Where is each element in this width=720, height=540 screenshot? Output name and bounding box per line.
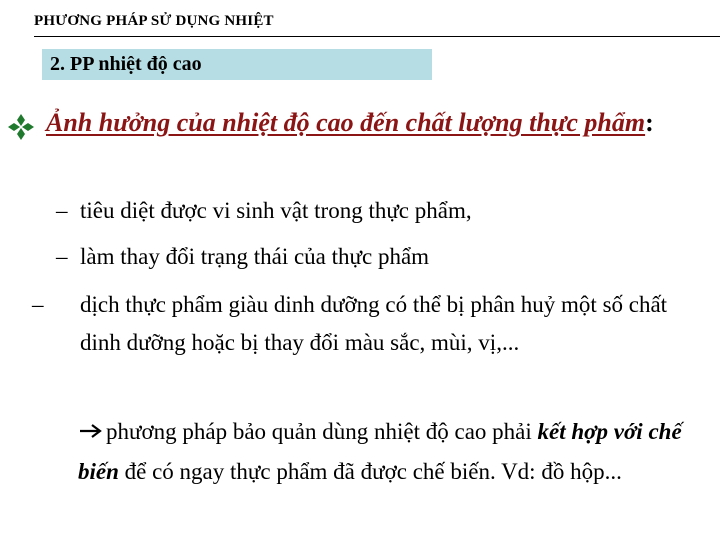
- section-title: PP nhiệt độ cao: [70, 53, 202, 75]
- dash-marker: –: [32, 292, 44, 317]
- arrow-right-icon: [78, 422, 106, 440]
- dash-marker: –: [56, 244, 68, 269]
- list-item: [32, 286, 700, 362]
- main-heading-text: Ảnh hưởng của nhiệt độ cao đến chất lượng thực phẩm: [46, 108, 646, 137]
- list-item-text: làm thay đổi trạng thái của thực phẩm: [80, 244, 430, 269]
- diamond-bullet-icon: [6, 112, 36, 142]
- conclusion-paragraph: [78, 412, 688, 492]
- list-item-text: tiêu diệt được vi sinh vật trong thực phẩm,: [80, 198, 472, 223]
- section-title-box: [42, 49, 432, 80]
- conclusion-text-1: phương pháp bảo quản dùng nhiệt độ cao phải: [106, 419, 538, 444]
- conclusion-text-2: để có ngay thực phẩm đã được chế biến. Vd: đồ hộp...: [118, 459, 622, 484]
- list-item: [56, 192, 696, 230]
- conclusion-emphasis: kết hợp với chế biến: [78, 419, 682, 484]
- page-header-title: PHƯƠNG PHÁP SỬ DỤNG NHIỆT: [34, 13, 274, 29]
- section-number: 2.: [50, 53, 65, 75]
- main-heading: [46, 104, 686, 142]
- dash-marker: –: [56, 198, 68, 223]
- list-item-text: dịch thực phẩm giàu dinh dưỡng có thể bị phân huỷ một số chất dinh dưỡng hoặc bị thay đổi màu sắc, mùi, vị,...: [80, 292, 668, 355]
- main-heading-colon: :: [645, 108, 654, 137]
- list-item: [56, 238, 696, 276]
- header-divider: [34, 36, 720, 37]
